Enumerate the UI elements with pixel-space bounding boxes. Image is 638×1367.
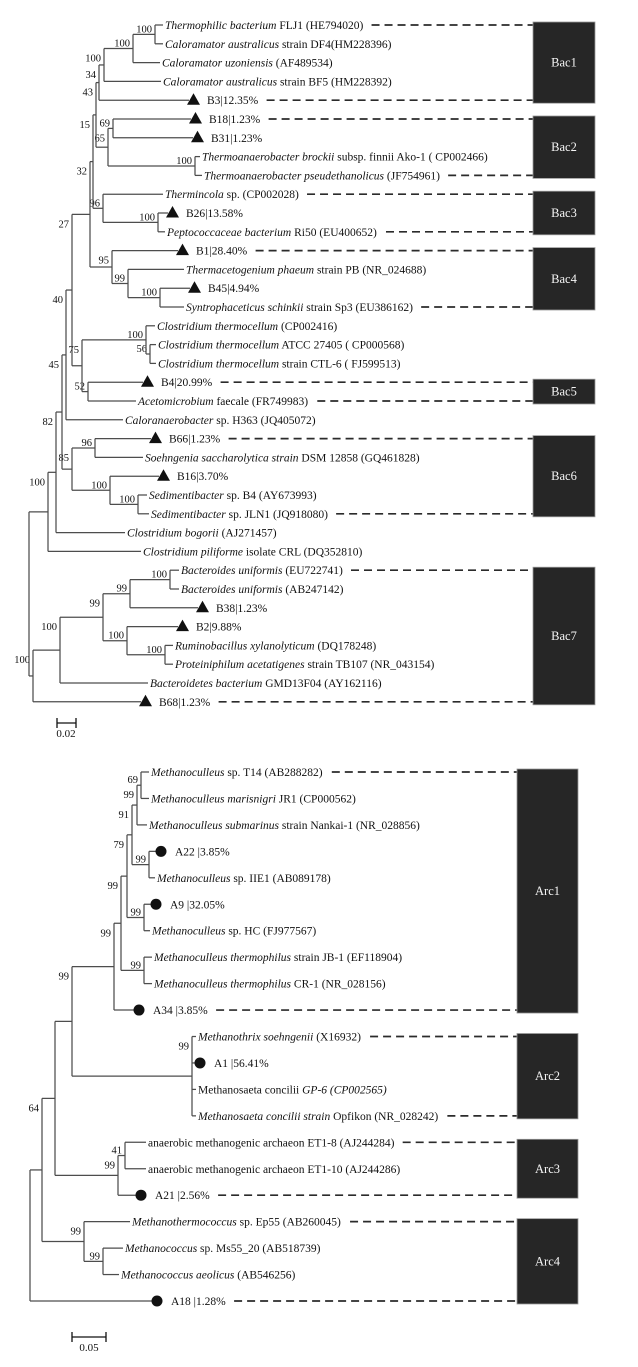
taxon-label: Bacteroidetes bacterium GMD13F04 (AY162116) [150,678,382,690]
sample-triangle-marker [149,432,162,444]
taxon-label: Sedimentibacter sp. B4 (AY673993) [149,490,317,502]
taxon-label: Thermincola sp. (CP002028) [165,189,299,202]
taxon-label: Sedimentibacter sp. JLN1 (JQ918080) [151,508,328,521]
group-box-label: Bac5 [551,384,577,399]
taxon-label: B68|1.23% [159,696,211,709]
taxon-label: Clostridium bogorii (AJ271457) [127,527,277,540]
taxon-label: B2|9.88% [196,621,242,634]
sample-triangle-marker [191,131,204,143]
taxon-label: Methanococcus aeolicus (AB546256) [121,1269,296,1282]
bootstrap-value: 100 [136,24,152,36]
group-box-label: Arc2 [535,1069,560,1084]
taxon-label: A1 |56.41% [214,1057,269,1070]
taxon-label: B1|28.40% [196,245,248,258]
bootstrap-value: 79 [113,839,124,851]
taxon-label: Clostridium thermocellum strain CTL-6 ( FJ599513) [158,358,401,371]
bootstrap-value: 91 [118,810,129,822]
bootstrap-value: 34 [85,69,96,81]
taxon-label: A18 |1.28% [171,1296,226,1308]
archaea-scale-bar-label: 0.05 [79,1342,99,1354]
taxon-label: Syntrophaceticus schinkii strain Sp3 (EU386162) [186,302,413,314]
taxon-label: A34 |3.85% [153,1005,208,1018]
bootstrap-value: 41 [111,1145,122,1157]
taxon-label: Methanoculleus thermophilus CR-1 (NR_028156) [154,978,386,991]
taxon-label: Methanoculleus sp. T14 (AB288282) [151,767,323,779]
bootstrap-value: 40 [52,295,63,307]
bootstrap-value: 100 [85,53,101,65]
taxon-label: B4|20.99% [161,377,213,390]
bootstrap-value: 15 [79,119,90,131]
group-box-label: Bac2 [551,140,577,155]
taxon-label: A22 |3.85% [175,846,230,859]
bootstrap-value: 99 [89,598,100,610]
taxon-label: Methanococcus sp. Ms55_20 (AB518739) [125,1243,321,1256]
taxon-label: Clostridium thermocellum (CP002416) [157,320,338,333]
taxon-label: B66|1.23% [169,433,221,446]
bootstrap-value: 99 [130,907,141,919]
group-box-label: Bac3 [551,206,577,220]
sample-circle-marker [156,846,167,857]
taxon-label: A9 |32.05% [170,899,225,912]
taxon-label: anaerobic methanogenic archaeon ET1-8 (AJ244284) [148,1137,395,1150]
sample-triangle-marker [188,281,201,293]
group-box-label: Bac7 [551,629,577,643]
taxon-label: Bacteroides uniformis (AB247142) [181,584,344,596]
bootstrap-value: 82 [42,417,53,429]
bootstrap-value: 95 [98,255,109,267]
bootstrap-value: 69 [99,118,110,130]
bootstrap-value: 100 [91,480,107,492]
bootstrap-value: 99 [58,971,69,983]
taxon-label: Proteiniphilum acetatigenes strain TB107 (NR_043154) [175,659,435,672]
taxon-label: Methanoculleus sp. IIE1 (AB089178) [157,872,331,885]
taxon-label: Thermacetogenium phaeum strain PB (NR_024688) [186,264,427,277]
bootstrap-value: 99 [123,790,134,802]
bootstrap-value: 52 [74,381,85,393]
bootstrap-value: 65 [94,133,105,145]
taxon-label: Caloramator uzoniensis (AF489534) [162,57,333,70]
taxon-label: Methanoculleus thermophilus strain JB-1 (EF118904) [154,952,403,965]
taxon-label: Thermophilic bacterium FLJ1 (HE794020) [165,20,364,32]
group-box-label: Bac4 [551,271,577,286]
group-box-label: Arc1 [535,884,560,899]
bootstrap-value: 100 [141,287,157,299]
taxon-label: Thermoanaerobacter brockii subsp. finnii Ako-1 ( CP002466) [202,151,488,164]
taxon-label: Caloramator australicus strain BF5 (HM228392) [163,76,392,89]
sample-triangle-marker [189,112,202,124]
sample-triangle-marker [157,469,170,481]
bacteria-scale-bar-label: 0.02 [56,728,76,740]
taxon-label: B3|12.35% [207,95,259,108]
group-box-label: Arc4 [535,1254,560,1269]
sample-triangle-marker [139,695,152,707]
bootstrap-value: 99 [70,1226,81,1238]
taxon-label: Methanoculleus marisnigri JR1 (CP000562) [151,793,356,806]
taxon-label: Caloramator australicus strain DF4(HM228396) [165,38,392,51]
bootstrap-value: 96 [81,438,92,449]
sample-triangle-marker [141,375,154,387]
sample-circle-marker [151,899,162,910]
taxon-label: B18|1.23% [209,114,261,126]
bootstrap-value: 99 [130,960,141,972]
taxon-label: Methanothrix soehngenii (X16932) [198,1031,361,1044]
bootstrap-value: 99 [135,854,146,866]
bootstrap-value: 100 [29,477,45,489]
sample-circle-marker [136,1190,147,1201]
bootstrap-value: 43 [82,87,93,99]
group-box-label: Bac1 [551,55,577,70]
taxon-label: Clostridium thermocellum ATCC 27405 ( CP000568) [158,339,405,352]
bootstrap-value: 100 [127,329,143,341]
taxon-label: Methanosaeta concilii strain Opfikon (NR_028242) [198,1110,439,1123]
sample-circle-marker [195,1057,206,1068]
taxon-label: B26|13.58% [186,208,243,220]
taxon-label: Caloranaerobacter sp. H363 (JQ405072) [125,414,316,427]
taxon-label: Methanoculleus submarinus strain Nankai-1 (NR_028856) [149,819,420,832]
bootstrap-value: 100 [139,212,155,224]
bootstrap-value: 27 [58,219,69,231]
bootstrap-value: 32 [76,166,87,178]
sample-triangle-marker [187,93,200,105]
taxon-label: Methanosaeta concilii GP-6 (CP002565) [198,1084,387,1097]
taxon-label: B16|3.70% [177,471,229,484]
taxon-label: B38|1.23% [216,602,268,615]
bootstrap-value: 99 [114,273,125,285]
bootstrap-value: 64 [28,1103,39,1115]
taxon-label: anaerobic methanogenic archaeon ET1-10 (AJ244286) [148,1163,401,1176]
taxon-label: Thermoanaerobacter pseudethanolicus (JF754961) [204,170,440,183]
bootstrap-value: 99 [104,1160,115,1172]
sample-triangle-marker [176,620,189,632]
bootstrap-value: 99 [107,881,118,893]
bootstrap-value: 99 [100,928,111,940]
group-box-label: Bac6 [551,469,577,484]
taxon-label: Peptococcaceae bacterium Ri50 (EU400652) [167,226,377,239]
taxon-label: Clostridium piliforme isolate CRL (DQ352810) [143,546,363,559]
bootstrap-value: 100 [114,38,130,50]
sample-triangle-marker [196,601,209,613]
bootstrap-value: 100 [151,569,167,581]
bootstrap-value: 75 [68,344,79,356]
taxon-label: Soehngenia saccharolytica strain DSM 12858 (GQ461828) [145,452,420,465]
taxon-label: Methanoculleus sp. HC (FJ977567) [152,925,317,938]
taxon-label: B45|4.94% [208,283,260,296]
sample-triangle-marker [176,244,189,256]
bootstrap-value: 56 [136,344,147,355]
bootstrap-value: 100 [14,655,30,667]
bootstrap-value: 100 [41,622,57,634]
taxon-label: A21 |2.56% [155,1190,210,1203]
bootstrap-value: 99 [89,1251,100,1263]
taxon-label: Methanothermococcus sp. Ep55 (AB260045) [132,1216,341,1229]
bootstrap-value: 69 [127,775,138,787]
taxon-label: Bacteroides uniformis (EU722741) [181,565,343,578]
bootstrap-value: 85 [58,453,69,464]
taxon-label: B31|1.23% [211,132,263,145]
bootstrap-value: 99 [178,1041,189,1053]
taxon-label: Acetomicrobium faecale (FR749983) [138,396,309,408]
bootstrap-value: 100 [108,630,124,642]
group-box-label: Arc3 [535,1161,560,1176]
bootstrap-value: 100 [176,156,192,167]
bootstrap-value: 100 [119,494,135,506]
bootstrap-value: 96 [89,198,100,210]
bootstrap-value: 99 [116,583,127,595]
sample-triangle-marker [166,206,179,218]
sample-circle-marker [134,1005,145,1016]
sample-circle-marker [152,1296,163,1307]
taxon-label: Ruminobacillus xylanolyticum (DQ178248) [175,640,377,653]
bootstrap-value: 45 [48,359,59,371]
bootstrap-value: 100 [146,644,162,656]
